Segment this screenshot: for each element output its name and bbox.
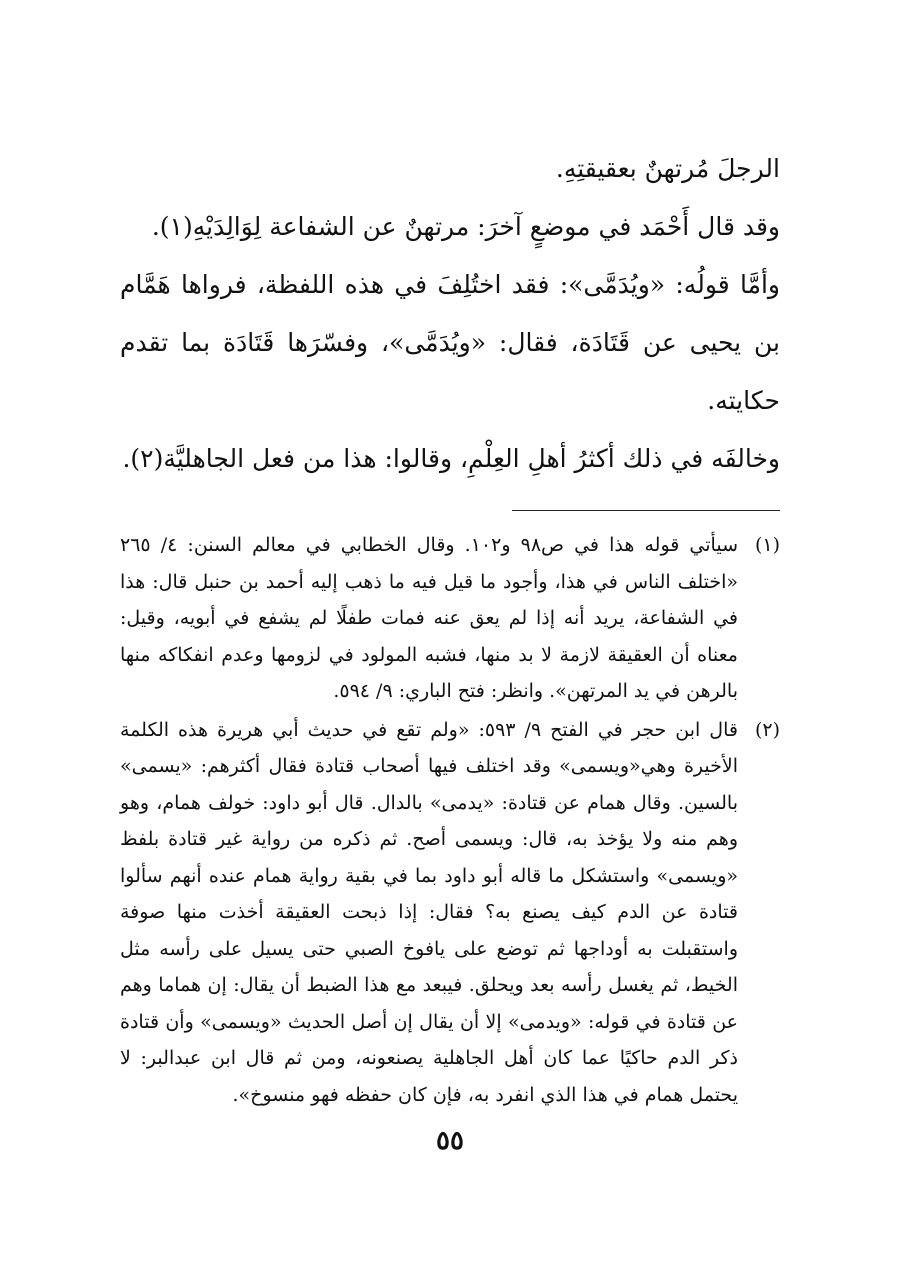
footnote-divider bbox=[512, 510, 780, 511]
footnote-1 bbox=[120, 527, 780, 710]
paragraph-2: وقد قال أَحْمَد في موضعٍ آخرَ: مرتهنٌ عن الشفاعة لِوَالِدَيْهِ(١). bbox=[151, 212, 780, 241]
paragraph-4: وخالفَه في ذلك أكثرُ أهلِ العِلْمِ، وقالوا: هذا من فعل الجاهليَّة(٢). bbox=[122, 444, 780, 473]
footnote-number: (١) bbox=[754, 534, 780, 556]
paragraph-3: وأمَّا قولُه: «ويُدَمَّى»: فقد اختُلِفَ في هذه اللفظة، فرواها هَمَّام بن يحيى عن قَتَادَة، فقال: «ويُدَمَّى»، وفسّرَها قَتَادَة بما تقدم حكايته. bbox=[120, 270, 780, 415]
footnote-2 bbox=[120, 712, 780, 1114]
footnote-text: سيأتي قوله هذا في ص٩٨ و١٠٢. وقال الخطابي في معالم السنن: ٤/ ٢٦٥ «اختلف الناس في هذا، وأجود ما قيل فيه ما ذهب إليه أحمد بن حنبل قال: هذا في الشفاعة، يريد أنه إذا لم يعق عنه فمات طفلًا لم يشفع في أبويه، وقيل: معناه أن العقيقة لازمة لا بد منها، فشبه المولود في لزومها وعدم انفكاكه منها بالرهن في يد المرتهن». وانظر: فتح الباري: ٩/ ٥٩٤. bbox=[120, 534, 738, 702]
main-text bbox=[120, 140, 780, 488]
footnote-number: (٢) bbox=[754, 718, 780, 741]
footnotes bbox=[120, 527, 780, 1113]
footnote-text: قال ابن حجر في الفتح ٩/ ٥٩٣: «ولم تقع في حديث أبي هريرة هذه الكلمة الأخيرة وهي«ويسمى» وقد اختلف فيها أصحاب قتادة فقال أكثرهم: «يسمى» بالسين. وقال همام عن قتادة: «يدمى» بالدال. قال أبو داود: خولف همام، وهو وهم منه ولا يؤخذ به، قال: ويسمى أصح. ثم ذكره من رواية غير قتادة بلفظ «ويسمى» واستشكل ما قاله أبو داود بما في بقية رواية همام عنده أنهم سألوا قتادة عن الدم كيف يصنع به؟ فقال: إذا ذبحت العقيقة أخذت منها صوفة واستقبلت به أوداجها ثم توضع على يافوخ الصبي حتى يسيل على رأسه مثل الخيط، ثم يغسل رأسه بعد ويحلق. فيبعد مع هذا الضبط أن يقال: إن هماما وهم عن قتادة في قوله: «ويدمى» إلا أن يقال إن أصل الحديث «ويسمى» وأن قتادة ذكر الدم حاكيًا عما كان أهل الجاهلية يصنعونه، ومن ثم قال ابن عبدالبر: لا يحتمل همام في هذا الذي انفرد به، فإن كان حفظه فهو منسوخ». bbox=[120, 718, 738, 1106]
page-content bbox=[120, 140, 780, 1115]
page-number: ٥٥ bbox=[436, 1126, 464, 1156]
paragraph-1: الرجلَ مُرتهنٌ بعقيقتِهِ. bbox=[555, 154, 780, 183]
